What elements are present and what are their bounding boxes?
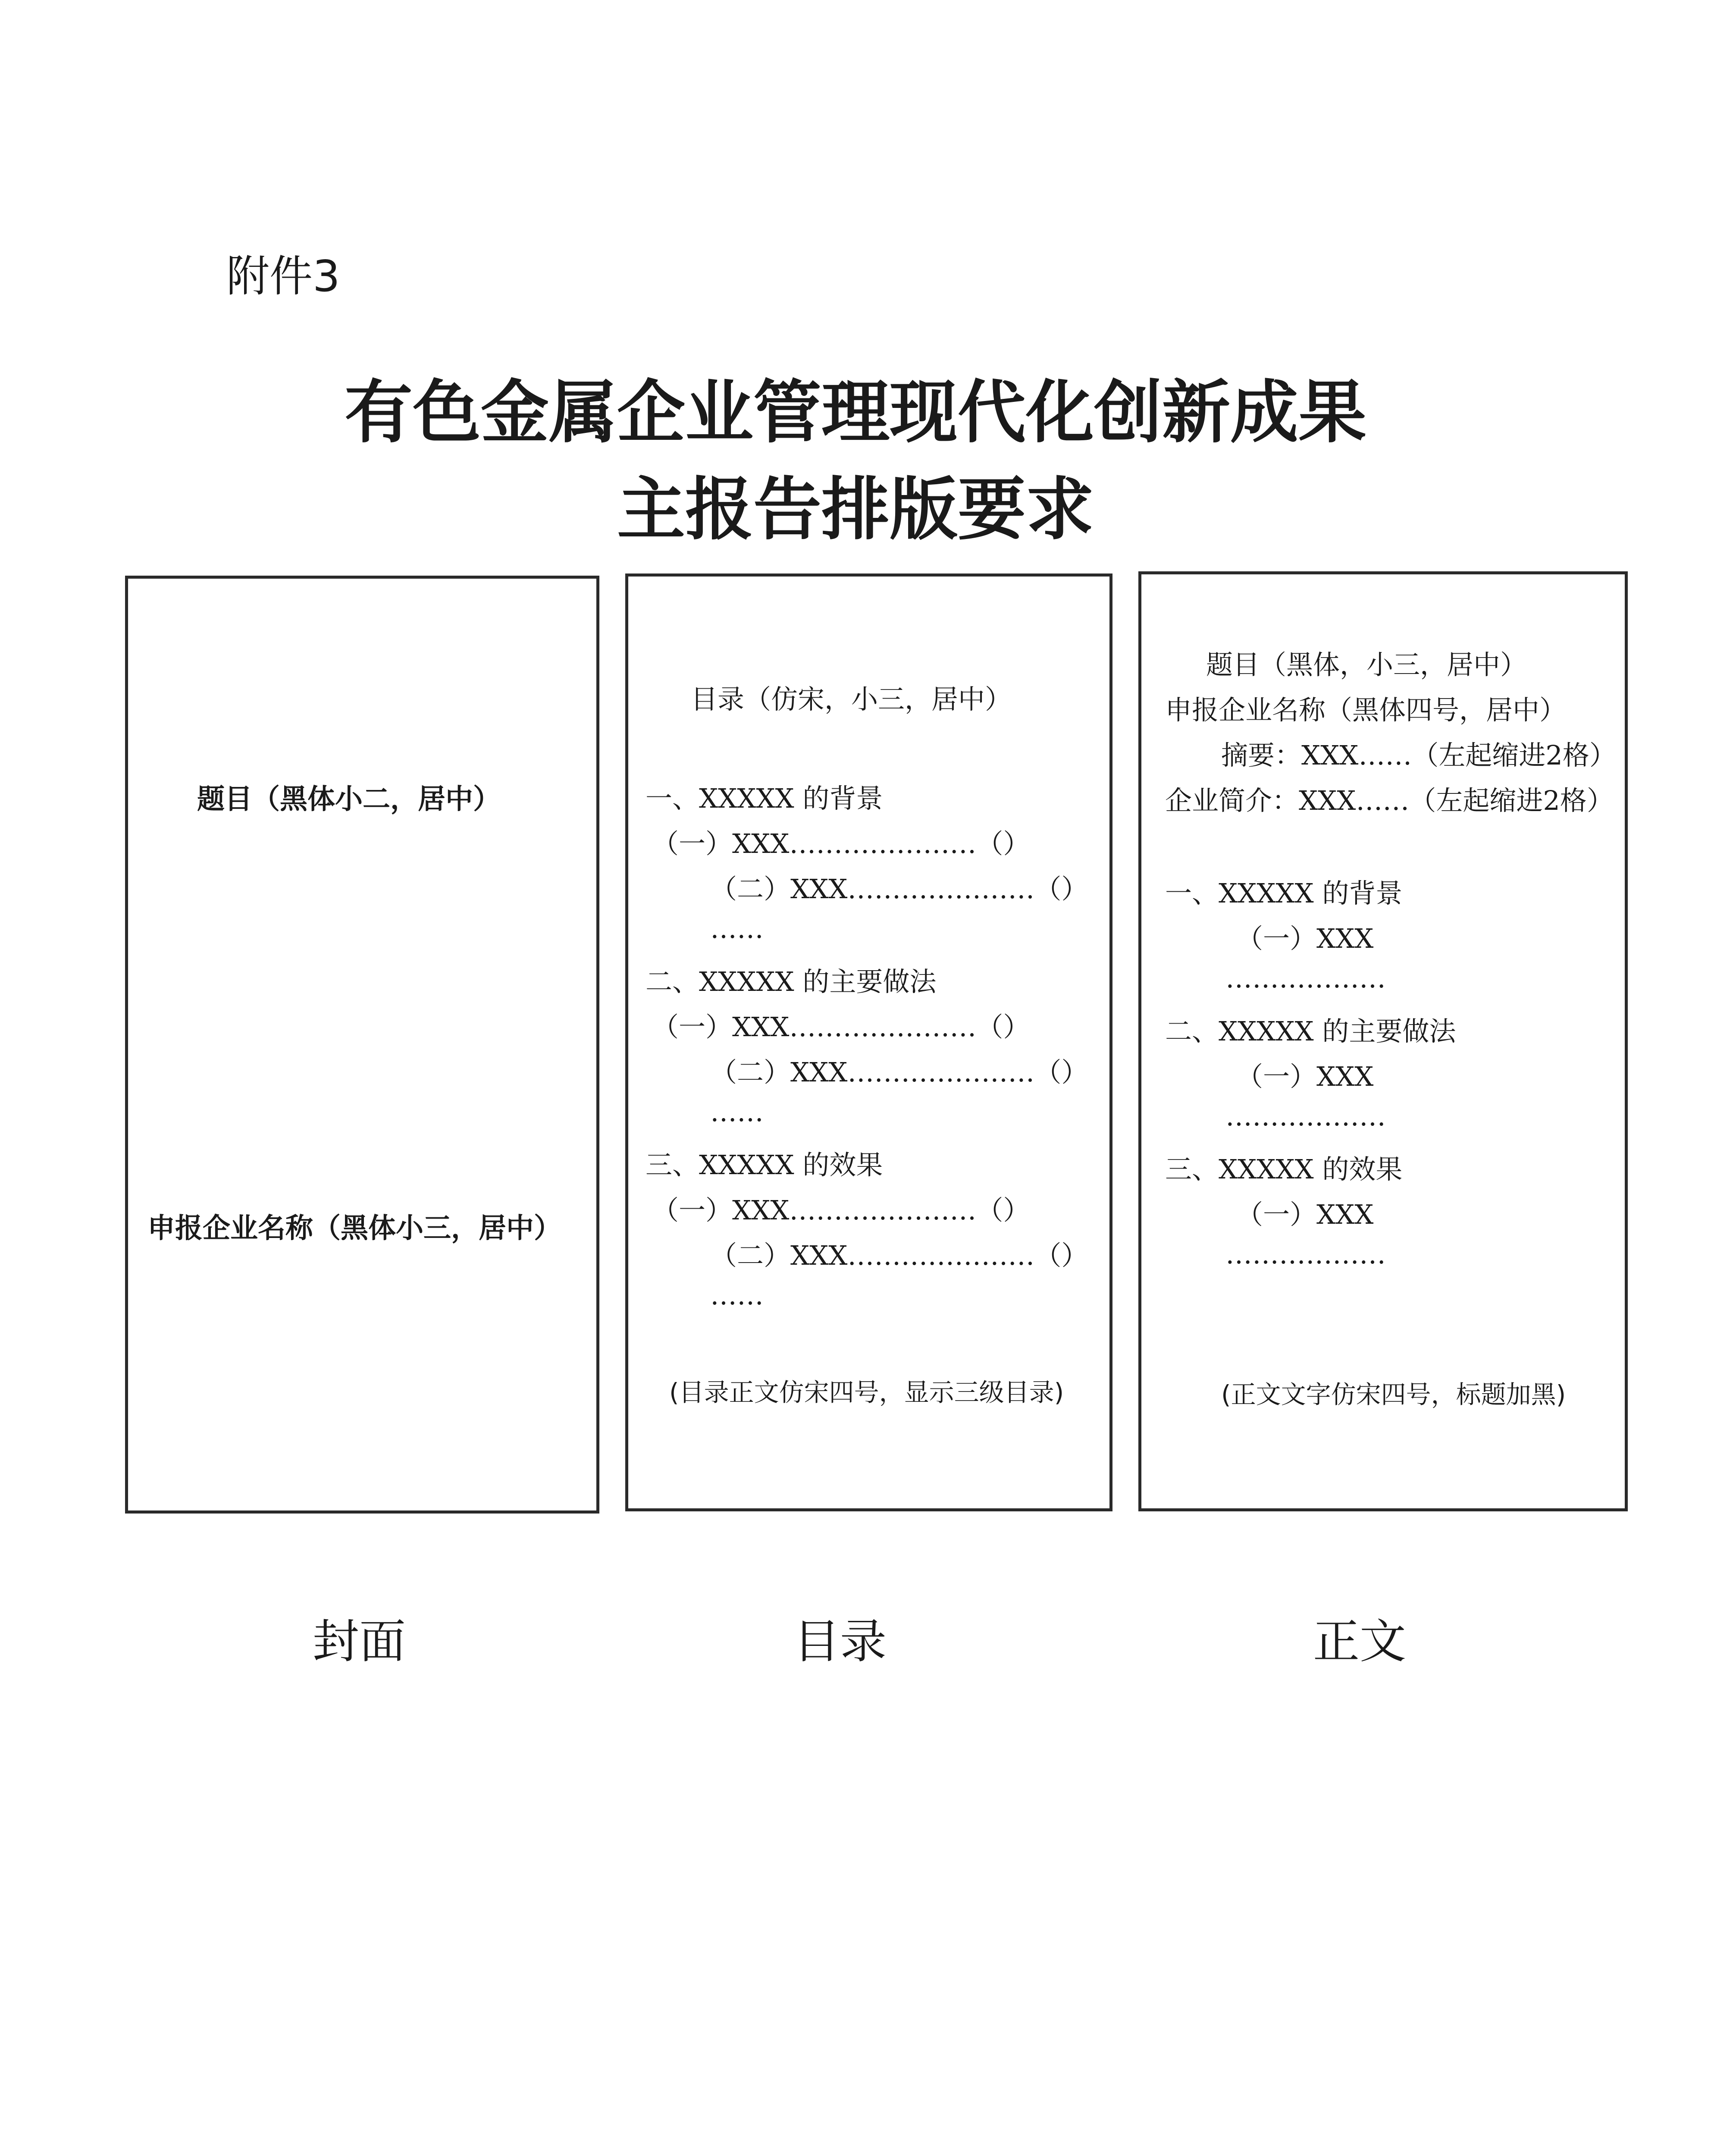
cover-company-requirement: 申报企业名称（黑体小三，居中） [147, 1213, 561, 1244]
body-template-box [1138, 571, 1628, 1511]
body-note: (正文文字仿宋四号，标题加黑) [1221, 1380, 1566, 1409]
attachment-label: 附件3 [226, 251, 340, 301]
body-line: ……………… [1225, 1238, 1386, 1270]
toc-note: (目录正文仿宋四号，显示三级目录) [669, 1378, 1064, 1407]
toc-line: …… [710, 913, 764, 944]
toc-line: （二）XXX…………………（） [710, 1056, 1088, 1088]
toc-line: …… [710, 1096, 764, 1128]
body-line: 三、XXXXX 的效果 [1165, 1153, 1403, 1185]
toc-line: （一）XXX…………………（） [652, 1194, 1030, 1226]
body-header-line: 企业简介：XXX……（左起缩进2格） [1165, 785, 1614, 816]
toc-line: （二）XXX…………………（） [710, 873, 1088, 905]
caption-toc: 目录 [793, 1615, 887, 1669]
body-header-line: 申报企业名称（黑体四号，居中） [1165, 694, 1567, 726]
toc-line: 三、XXXXX 的效果 [646, 1149, 883, 1181]
body-header-line: 题目（黑体，小三，居中） [1206, 649, 1527, 680]
cover-title-requirement: 题目（黑体小二，居中） [197, 783, 501, 815]
body-header-line: 摘要：XXX……（左起缩进2格） [1221, 740, 1616, 771]
document-title-line1: 有色金属企业管理现代化创新成果 [345, 373, 1366, 452]
caption-cover: 封面 [313, 1615, 406, 1669]
body-line: 二、XXXXX 的主要做法 [1165, 1015, 1456, 1047]
body-line: （一）XXX [1236, 1061, 1374, 1092]
toc-template-box [625, 573, 1112, 1511]
toc-line: （二）XXX…………………（） [710, 1240, 1088, 1271]
toc-line: （一）XXX…………………（） [652, 828, 1030, 859]
toc-line: （一）XXX…………………（） [652, 1011, 1030, 1043]
body-line: 一、XXXXX 的背景 [1165, 877, 1403, 909]
toc-line: 二、XXXXX 的主要做法 [646, 966, 937, 997]
toc-line: …… [710, 1279, 764, 1311]
caption-body: 正文 [1313, 1615, 1407, 1669]
cover-template-box [125, 576, 599, 1514]
document-title-line2: 主报告排版要求 [617, 470, 1094, 549]
body-line: ……………… [1225, 962, 1386, 994]
body-line: （一）XXX [1236, 1199, 1374, 1230]
body-line: ……………… [1225, 1100, 1386, 1132]
body-line: （一）XXX [1236, 923, 1374, 954]
toc-line: 一、XXXXX 的背景 [646, 783, 883, 814]
toc-heading: 目录（仿宋，小三，居中） [691, 683, 1012, 715]
